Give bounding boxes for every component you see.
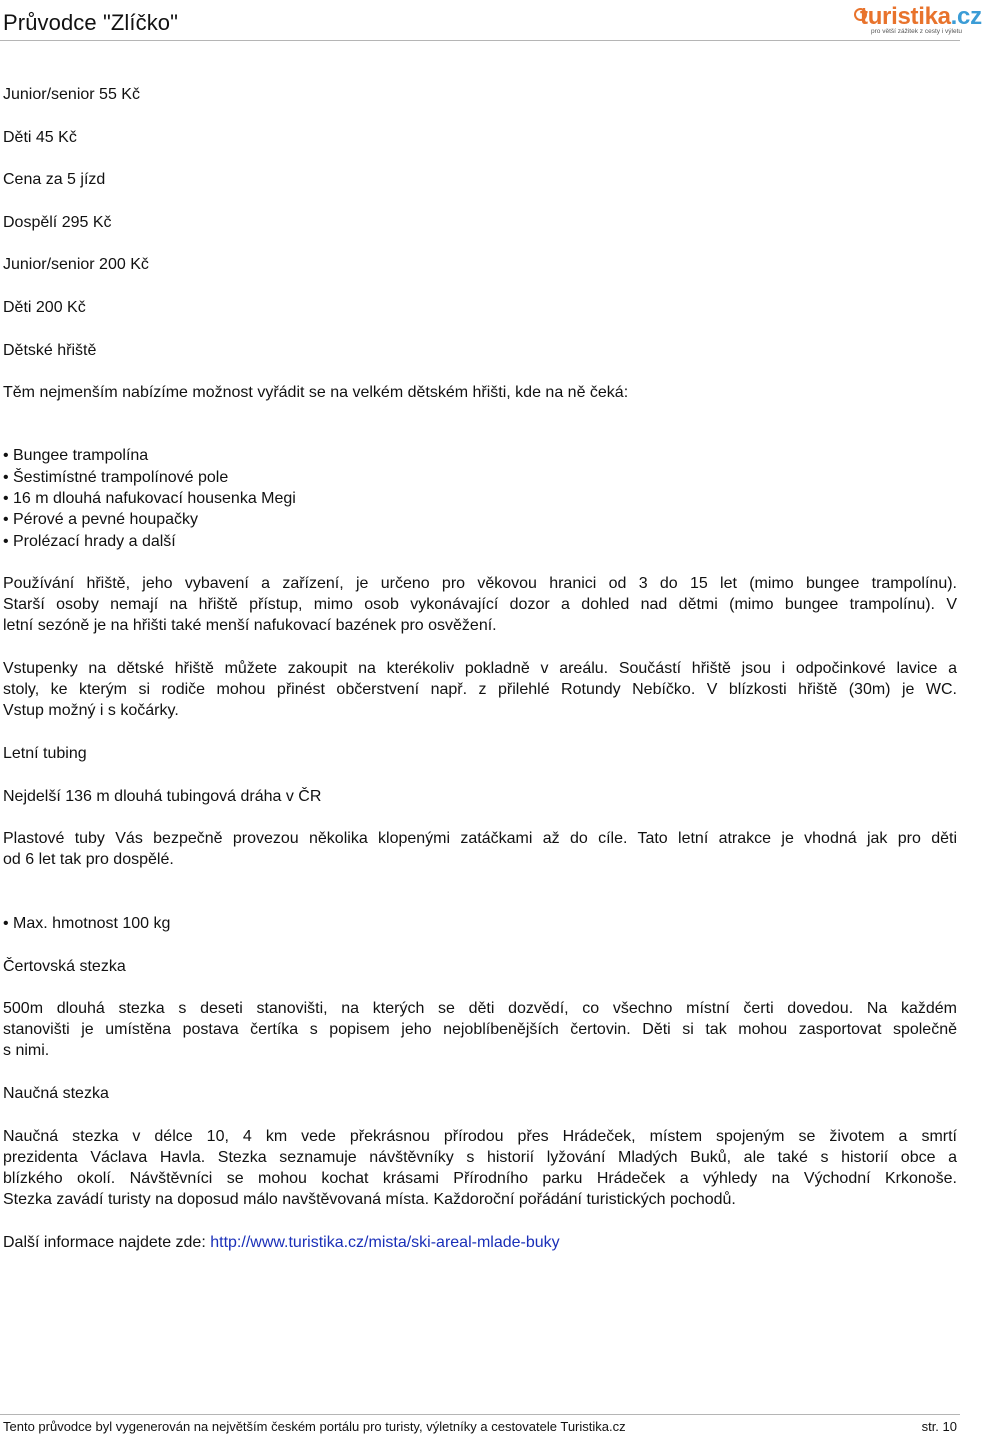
logo-tagline: pro větší zážitek z cesty i výletu: [871, 28, 963, 35]
tubing-paragraph: Plastové tuby Vás bezpečně provezou několika klopenými zatáčkami až do cíle. Tato letní atrakce je vhodná jak pro děti od 6 let tak pro dospělé.: [3, 830, 957, 868]
list-item: • Max. hmotnost 100 kg: [3, 915, 171, 932]
turistika-logo[interactable]: [854, 3, 982, 37]
price-line: Děti 45 Kč: [3, 129, 77, 146]
list-item: • Pérové a pevné houpačky: [3, 511, 199, 528]
guide-title: Průvodce "Zlíčko": [3, 10, 179, 35]
section-heading-playground: Dětské hřiště: [3, 342, 97, 359]
page-footer: [0, 1414, 960, 1437]
page-header: [0, 0, 982, 41]
more-info-link[interactable]: http://www.turistika.cz/mista/ski-areal-mlade-buky: [210, 1234, 560, 1251]
list-item: • Prolézací hrady a další: [3, 533, 176, 550]
section-heading-devil-trail: Čertovská stezka: [3, 958, 126, 975]
price-line: Junior/senior 200 Kč: [3, 256, 149, 273]
logo-wordmark: turistika.cz: [860, 3, 982, 30]
list-item: • 16 m dlouhá nafukovací housenka Megi: [3, 490, 296, 507]
list-item: • Bungee trampolína: [3, 447, 149, 464]
price-line: Junior/senior 55 Kč: [3, 86, 140, 103]
price-line: Dospělí 295 Kč: [3, 214, 112, 231]
price-line: Cena za 5 jízd: [3, 171, 106, 188]
playground-tickets-paragraph: Vstupenky na dětské hřiště můžete zakoupit na kterékoliv pokladně v areálu. Součástí hřiště jsou i odpočinkové lavice a stoly, ke kterým si rodiče mohou přinést občerstvení např. z přilehlé Rotundy Nebíčko. V blízkosti hřiště (30m) je WC. Vstup možný i s kočárky.: [3, 660, 957, 719]
nature-trail-paragraph: Naučná stezka v délce 10, 4 km vede překrásnou přírodou přes Hrádeček, místem spojeným se životem a smrtí prezidenta Václava Havla. Stezka seznamuje návštěvníky s historií lyžování Mladých Buků, ale také s historií obce a blízkého okolí. Návštěvníci se mohou kochat krásami Přírodního parku Hrádeček a výhledy na Východní Krkonoše. Stezka zavádí turisty na doposud málo navštěvovaná místa. Každoroční pořádání turistických pochodů.: [3, 1128, 957, 1208]
playground-rules-paragraph: Používání hřiště, jeho vybavení a zařízení, je určeno pro věkovou hranici od 3 do 15 let (mimo bungee trampolínu). Starší osoby nemají na hřiště přístup, mimo osob vykonávající dozor a dohled nad dětmi (mimo bungee trampolínu). V letní sezóně je na hřišti také menší nafukovací bazének pro osvěžení.: [3, 575, 957, 634]
footer-text: Tento průvodce byl vygenerován na největším českém portálu pro turisty, výletníky a cestovatele Turistika.cz: [3, 1419, 626, 1434]
tubing-subheading: Nejdelší 136 m dlouhá tubingová dráha v ČR: [3, 788, 322, 805]
price-line: Děti 200 Kč: [3, 299, 86, 316]
section-heading-tubing: Letní tubing: [3, 745, 87, 762]
list-item: • Šestimístné trampolínové pole: [3, 469, 229, 486]
devil-trail-paragraph: 500m dlouhá stezka s deseti stanovišti, na kterých se děti dozvědí, co všechno místní čerti dovedou. Na každém stanovišti je umístěna postava čertíka s popisem jeho nejoblíbenějších čertovin. Děti si tak mohou zasportovat společně s nimi.: [3, 1000, 957, 1059]
section-heading-nature-trail: Naučná stezka: [3, 1085, 109, 1102]
more-info-label: Další informace najdete zde:: [3, 1234, 206, 1251]
page-number: str. 10: [921, 1419, 957, 1434]
more-info: [3, 1232, 560, 1253]
playground-intro: Těm nejmenším nabízíme možnost vyřádit se na velkém dětském hřišti, kde na ně čeká:: [3, 384, 629, 401]
